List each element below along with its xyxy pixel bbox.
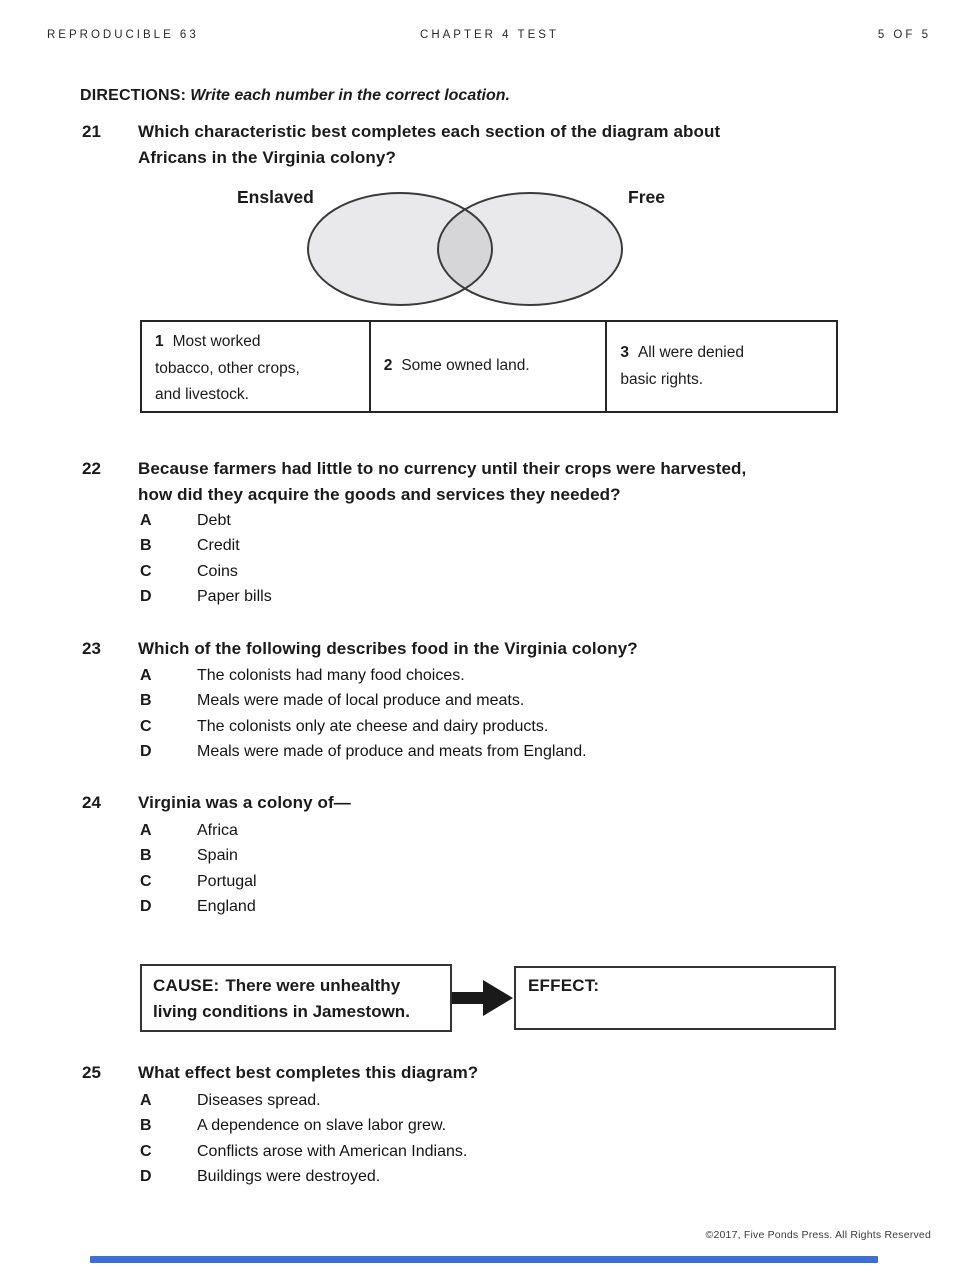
question-text-line: What effect best completes this diagram? bbox=[138, 1063, 479, 1082]
option-letter: C bbox=[140, 872, 152, 890]
answer-option bbox=[140, 584, 968, 609]
item-text-line: tobacco, other crops, bbox=[155, 359, 300, 377]
item-text-line: basic rights. bbox=[620, 370, 704, 388]
item-text-line: Most worked bbox=[172, 333, 261, 350]
question-text-line: Which characteristic best completes each section of the diagram about bbox=[138, 122, 721, 141]
answer-bank-table bbox=[140, 320, 838, 413]
answer-option bbox=[140, 1088, 968, 1113]
question-text-line: how did they acquire the goods and services they needed? bbox=[138, 485, 621, 504]
question-25 bbox=[82, 1060, 968, 1189]
option-letter: B bbox=[140, 847, 152, 865]
answer-option bbox=[140, 869, 968, 894]
option-letter: C bbox=[140, 1142, 152, 1160]
option-letter: B bbox=[140, 1117, 152, 1135]
question-24 bbox=[82, 790, 968, 919]
question-23 bbox=[82, 636, 968, 764]
option-letter: B bbox=[140, 537, 152, 555]
chapter-title: CHAPTER 4 TEST bbox=[420, 29, 559, 41]
option-letter: D bbox=[140, 1167, 152, 1185]
option-text: A dependence on slave labor grew. bbox=[197, 1117, 447, 1135]
effect-label: EFFECT: bbox=[528, 976, 600, 995]
option-letter: D bbox=[140, 587, 152, 605]
option-text: Conflicts arose with American Indians. bbox=[197, 1142, 468, 1160]
option-text: Diseases spread. bbox=[197, 1092, 321, 1109]
option-text: Portugal bbox=[197, 872, 257, 890]
item-text-line: All were denied bbox=[637, 344, 744, 361]
option-letter: C bbox=[140, 562, 152, 580]
item-text-line: Some owned land. bbox=[401, 357, 530, 375]
option-letter: A bbox=[140, 822, 152, 839]
option-letter: D bbox=[140, 742, 152, 760]
directions bbox=[80, 87, 510, 105]
option-text: Africa bbox=[197, 822, 238, 839]
answer-option bbox=[140, 894, 968, 919]
copyright-notice: ©2017, Five Ponds Press. All Rights Reserved bbox=[705, 1229, 931, 1241]
question-text-line: Because farmers had little to no currency until their crops were harvested, bbox=[138, 459, 747, 478]
option-text: Paper bills bbox=[197, 587, 272, 605]
option-letter: B bbox=[140, 692, 152, 710]
option-text: Coins bbox=[197, 562, 238, 580]
answer-bank-cell-1 bbox=[142, 322, 371, 411]
question-text-line: Which of the following describes food in the Virginia colony? bbox=[138, 639, 638, 658]
answer-option bbox=[140, 508, 968, 533]
question-22 bbox=[82, 456, 968, 609]
option-text: England bbox=[197, 897, 256, 915]
option-text: Meals were made of produce and meats from England. bbox=[197, 742, 587, 760]
question-number: 25 bbox=[82, 1063, 101, 1082]
option-letter: C bbox=[140, 717, 152, 735]
option-text: The colonists had many food choices. bbox=[197, 667, 465, 684]
directions-text: Write each number in the correct location. bbox=[190, 87, 510, 104]
option-text: Debt bbox=[197, 512, 231, 529]
effect-box bbox=[514, 966, 836, 1030]
cause-text-line: living conditions in Jamestown. bbox=[153, 1002, 410, 1021]
item-number: 1 bbox=[155, 333, 164, 350]
question-number: 24 bbox=[82, 793, 101, 812]
option-text: Meals were made of local produce and meats. bbox=[197, 692, 525, 710]
venn-diagram bbox=[304, 190, 626, 308]
option-letter: A bbox=[140, 512, 152, 529]
cause-box bbox=[140, 964, 452, 1032]
item-text-line: and livestock. bbox=[155, 386, 249, 403]
option-text: Credit bbox=[197, 537, 240, 555]
answer-option bbox=[140, 533, 968, 558]
answer-option bbox=[140, 818, 968, 843]
directions-label: DIRECTIONS: bbox=[80, 87, 187, 104]
venn-label-free: Free bbox=[628, 187, 665, 207]
option-letter: A bbox=[140, 1092, 152, 1109]
page-header bbox=[0, 29, 979, 45]
item-number: 2 bbox=[383, 357, 393, 375]
question-21 bbox=[82, 119, 858, 171]
option-text: Spain bbox=[197, 847, 238, 865]
bottom-accent-bar bbox=[90, 1256, 878, 1263]
question-text-line: Africans in the Virginia colony? bbox=[138, 148, 396, 167]
answer-bank-cell-2 bbox=[371, 322, 608, 411]
item-number: 3 bbox=[620, 344, 629, 361]
answer-option bbox=[140, 843, 968, 868]
question-number: 21 bbox=[82, 122, 101, 141]
answer-option bbox=[140, 1164, 968, 1189]
answer-bank-cell-3 bbox=[607, 322, 836, 411]
answer-option bbox=[140, 714, 968, 739]
answer-option bbox=[140, 688, 968, 713]
cause-effect-arrow-icon bbox=[452, 979, 514, 1017]
answer-option bbox=[140, 739, 968, 764]
answer-option bbox=[140, 663, 968, 688]
option-text: The colonists only ate cheese and dairy products. bbox=[197, 717, 549, 735]
question-text-line: Virginia was a colony of— bbox=[138, 793, 351, 812]
option-text: Buildings were destroyed. bbox=[197, 1167, 381, 1185]
answer-option bbox=[140, 1113, 968, 1138]
option-letter: A bbox=[140, 667, 152, 684]
page-count: 5 OF 5 bbox=[877, 29, 931, 41]
answer-option bbox=[140, 1139, 968, 1164]
reproducible-number: REPRODUCIBLE 63 bbox=[47, 29, 199, 41]
venn-label-enslaved: Enslaved bbox=[237, 187, 314, 207]
answer-option bbox=[140, 559, 968, 584]
cause-label: CAUSE: bbox=[153, 976, 220, 995]
question-number: 23 bbox=[82, 639, 101, 658]
question-number: 22 bbox=[82, 459, 101, 478]
option-letter: D bbox=[140, 897, 152, 915]
cause-text-line: There were unhealthy bbox=[225, 976, 401, 995]
